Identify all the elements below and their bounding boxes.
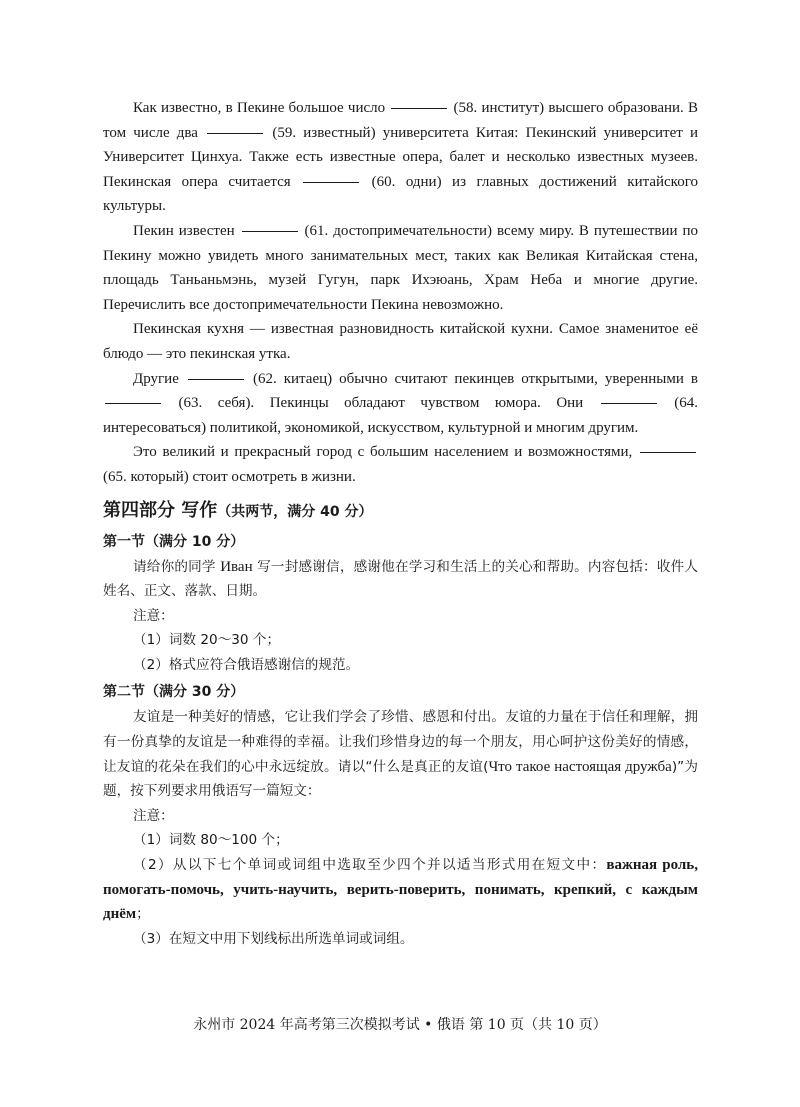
passage-paragraph-2 [103,219,698,317]
passage-text: (65. который) стоит осмотреть в жизни. [103,468,356,485]
answer-blank-59[interactable] [207,132,263,134]
page-footer: 永州市 2024 年高考第三次模拟考试 • 俄语 第 10 页（共 10 页） [193,1017,607,1033]
passage-text: Как известно, в Пекине большое число [133,100,390,116]
passage-text: Пекин известен [133,222,240,239]
passage-text: Это великий и прекрасный город с большим населением и возможностями, [133,444,638,461]
passage-text: (64. интересоваться) политикой, экономикой, искусством, культурной и многим другим. [103,395,698,436]
word-list: важная роль, помогать-помочь, учить-научить, верить-поверить, понимать, крепкий, с каждым днём [103,857,698,923]
passage-text: (60. одни) из главных достижений китайского культуры. [103,173,698,215]
answer-blank-58[interactable] [391,107,447,109]
section2-title: 第二节（满分 30 分） [103,684,245,701]
recipient-name: Иван [220,558,253,575]
passage-text: (58. институт) высшего образовани. В том числе два [103,100,698,141]
part4-heading [103,496,698,527]
page-content [103,96,698,951]
note-text: （2）从以下七个单词或词组中选取至少四个并以适当形式用在短文中： [133,857,607,874]
passage-paragraph-4 [103,367,698,441]
passage-paragraph-3: Пекинская кухня — известная разновидность китайской кухни. Самое знаменитое её блюдо — это пекинская утка. [103,321,698,362]
section2-note-3: （3）在短文中用下划线标出所选单词或词组。 [133,930,414,947]
passage-text: (62. китаец) обычно считают пекинцев открытыми, уверенными в [245,370,698,387]
part4-title: 第四部分 写作 [103,499,218,521]
section2-task [103,705,698,803]
passage-text: (59. известный) университета Китая: Пекинский университет и Университет Цинхуа. Также есть известные опера, балет и несколько известных музеев. Пекинская опера считается [103,124,698,190]
section1-note-2: （2）格式应符合俄语感谢信的规范。 [133,656,360,673]
answer-blank-61[interactable] [242,230,298,232]
task-text: 写一封感谢信，感谢他在学习和生活上的关心和帮助。内容包括：收件人姓名、正文、落款、日期。 [103,558,698,600]
task-text: 请给你的同学 [133,558,221,575]
section1-title: 第一节（满分 10 分） [103,533,245,550]
passage-paragraph-1 [103,96,698,219]
section2-note-label: 注意： [133,807,174,824]
section1-task [103,555,698,604]
note-text: ； [136,906,150,923]
passage-paragraph-5 [103,440,698,489]
passage-text: (63. себя). Пекинцы обладают чувством юмора. Они [163,395,599,412]
essay-title-ru: Что такое настоящая дружба [488,758,672,775]
section2-note-2 [103,853,698,927]
task-text: )”为题，按下列要求用俄语写一篇短文： [103,758,698,800]
passage-text: (61. достопримечательности) всему миру. В путешествии по Пекину можно увидеть много занимательных мест, таких как Великая Китайская стена, площадь Таньаньмэнь, музей Гугун, парк Ихэюань, Храм Неба и многие другие. Перечислить все достопримечательности Пекина невозможно. [103,222,698,313]
answer-blank-63[interactable] [105,402,161,404]
task-text: 友谊是一种美好的情感，它让我们学会了珍惜、感恩和付出。友谊的力量在于信任和理解，拥有一份真挚的友谊是一种难得的幸福。让我们珍惜身边的每一个朋友，用心呵护这份美好的情感，让友谊的花朵在我们的心中永远绽放。请以“什么是真正的友谊( [103,709,698,775]
answer-blank-64[interactable] [601,402,657,404]
section1-note-1: （1）词数 20～30 个； [133,632,281,649]
answer-blank-60[interactable] [303,181,359,183]
section2-note-1: （1）词数 80～100 个； [133,832,289,849]
answer-blank-65[interactable] [640,451,696,453]
answer-blank-62[interactable] [188,378,244,380]
section1-note-label: 注意： [133,607,174,624]
part4-subtitle: （共两节，满分 40 分） [217,503,373,520]
passage-text: Другие [133,370,186,387]
